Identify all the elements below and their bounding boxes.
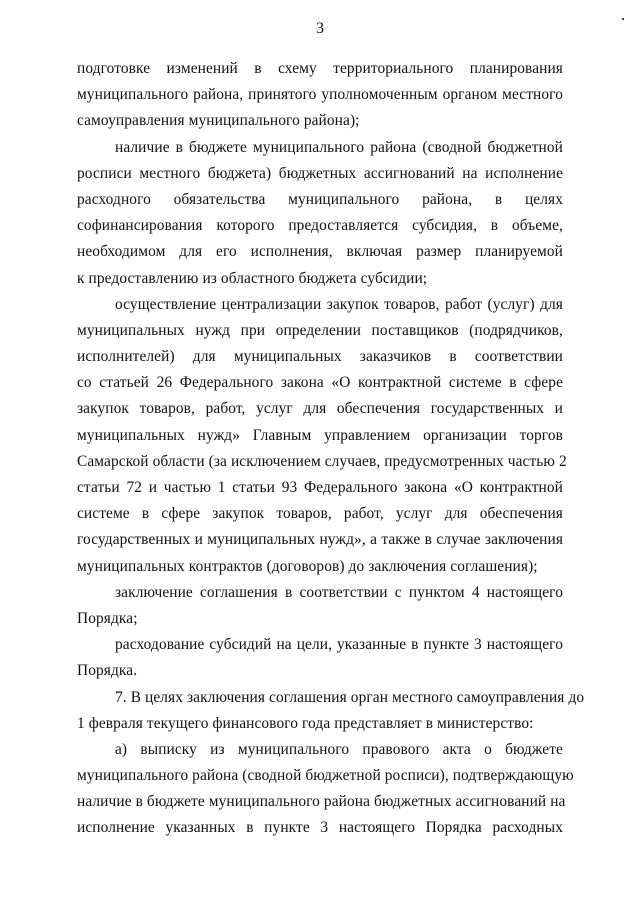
text-line: Самарской области (за исключением случаев, предусмотренных частью 2 — [77, 452, 567, 470]
text-line: софинансирования которого предоставляется субсидия, в объеме, — [77, 217, 563, 235]
paragraph-item-7 — [77, 685, 585, 737]
text-line: к предоставлению из областного бюджета субсидии; — [77, 269, 428, 287]
text-line: расходного обязательства муниципального района, в целях — [77, 190, 563, 208]
text-line: подготовке изменений в схему территориального планирования — [77, 60, 563, 77]
text-line: заключение соглашения в соответствии с пунктом 4 настоящего — [115, 583, 563, 601]
page-number: 3 — [316, 20, 324, 37]
text-line: исполнителей) для муниципальных заказчиков в соответствии — [77, 348, 563, 366]
text-line: 1 февраля текущего финансового года представляет в министерство: — [77, 714, 534, 732]
text-line: Порядка. — [77, 662, 138, 680]
paragraph-procurement — [77, 292, 567, 580]
text-line: системе в сфере закупок товаров, работ, услуг для обеспечения — [77, 505, 563, 523]
paragraph-agreement — [77, 580, 563, 632]
text-line: муниципального района, принятого уполномоченным органом местного — [77, 86, 563, 104]
text-line: наличие в бюджете муниципального района бюджетных ассигнований на — [77, 793, 566, 811]
text-line: со статьей 26 Федерального закона «О контрактной системе в сфере — [77, 374, 563, 392]
text-line: закупок товаров, работ, услуг для обеспечения государственных и — [77, 400, 563, 418]
text-line: муниципального района (сводной бюджетной росписи), подтверждающую — [77, 767, 574, 785]
text-line: самоуправления муниципального района); — [77, 112, 360, 130]
text-line: осуществление централизации закупок товаров, работ (услуг) для — [115, 295, 563, 313]
paragraph-continuation — [77, 56, 563, 135]
text-line: статьи 72 и частью 1 статьи 93 Федерального закона «О контрактной — [77, 479, 563, 496]
paragraph-spending — [77, 632, 563, 684]
text-line: а) выписку из муниципального правового акта о бюджете — [115, 740, 563, 758]
text-line: муниципальных нужд» Главным управлением организации торгов — [77, 426, 563, 444]
text-line: необходимом для его исполнения, включая размер планируемой — [77, 243, 563, 261]
text-line: 7. В целях заключения соглашения орган местного самоуправления до — [115, 688, 585, 706]
paragraph-item-7a — [77, 737, 574, 842]
text-line: расходование субсидий на цели, указанные в пункте 3 настоящего — [115, 636, 563, 654]
text-line: муниципальных контрактов (договоров) до заключения соглашения); — [77, 557, 538, 575]
text-line: росписи местного бюджета) бюджетных ассигнований на исполнение — [77, 164, 563, 182]
paragraph-budget-availability — [77, 135, 563, 292]
document-body — [77, 56, 585, 842]
text-line: государственных и муниципальных нужд», а также в случае заключения — [77, 531, 563, 549]
text-line: муниципальных нужд при определении поставщиков (подрядчиков, — [77, 321, 563, 339]
text-line: наличие в бюджете муниципального района (сводной бюджетной — [115, 138, 563, 156]
text-line: исполнение указанных в пункте 3 настоящего Порядка расходных — [77, 819, 563, 837]
text-line: Порядка; — [77, 609, 138, 627]
